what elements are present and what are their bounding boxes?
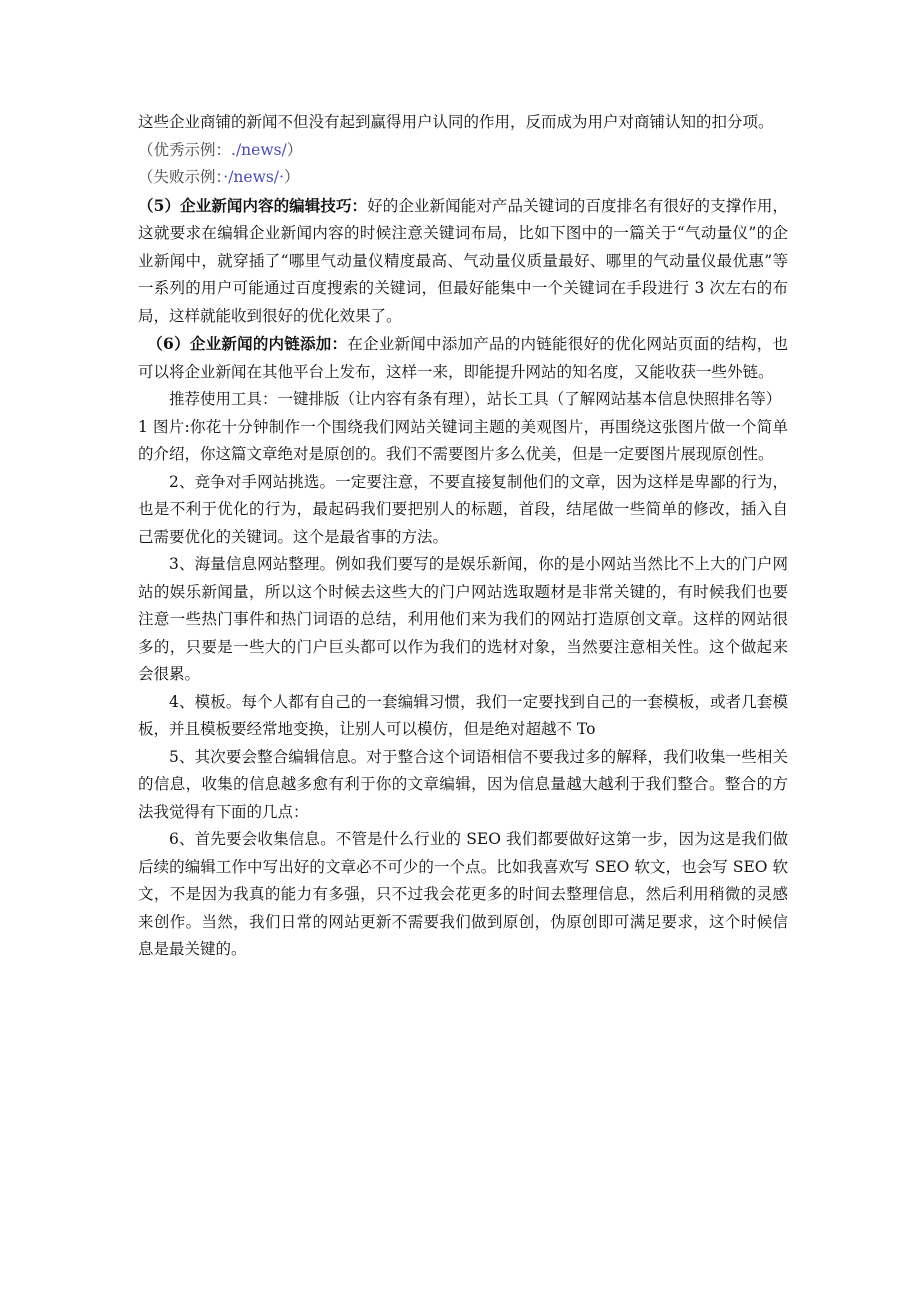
list-item-3: 3、海量信息网站整理。例如我们要写的是娱乐新闻，你的是小网站当然比不上大的门户网站的娱乐新闻量，所以这个时候去这些大的门户网站选取题材是非常关键的，有时候我们也要注意一些热门事件和热门词语的总结，利用他们来为我们的网站打造原创文章。这样的网站很多的，只要是一些大的门户巨头都可以作为我们的选材对象，当然要注意相关性。这个做起来会很累。: [138, 555, 788, 683]
section-5-paragraph: [138, 192, 788, 331]
list-item-2: 2、竞争对手网站挑选。一定要注意，不要直接复制他们的文章，因为这样是卑鄙的行为，也是不利于优化的行为，最起码我们要把别人的标题，首段，结尾做一些简单的修改，插入自己需要优化的关键词。这个是最省事的方法。: [138, 472, 788, 546]
list-item-4: 4、模板。每个人都有自己的一套编辑习惯，我们一定要找到自己的一套模板，或者几套模板，并且模板要经常地变换，让别人可以模仿，但是绝对超越不 To: [138, 692, 788, 738]
list-item-6: 6、首先要会收集信息。不管是什么行业的 SEO 我们都要做好这第一步，因为这是我们做后续的编辑工作中写出好的文章必不可少的一个点。比如我喜欢写 SEO 软文，也会写 SEO 软文，不是因为我真的能力有多强，只不过我会花更多的时间去整理信息，然后利用稍微的灵感来创作。当然，我们日常的网站更新不需要我们做到原创，伪原创即可满足要求，这个时候信息是最关键的。: [138, 830, 788, 958]
bad-example-prefix: （失败示例：: [138, 168, 224, 186]
section-5-heading: （5）企业新闻内容的编辑技巧：: [138, 195, 368, 215]
bad-example-link[interactable]: ·/news/·: [223, 168, 284, 186]
good-example-link[interactable]: ./news/: [231, 140, 287, 159]
bad-example-line: [138, 164, 788, 192]
bad-example-suffix: ）: [283, 168, 300, 186]
tools-recommendation: 推荐使用工具：一键排版（让内容有条有理），站长工具（了解网站基本信息快照排名等）: [169, 390, 782, 408]
section-6-heading: （6）企业新闻的内链添加：: [147, 334, 348, 353]
section-6-paragraph: [138, 330, 788, 386]
document-body: [138, 109, 788, 964]
section-5-text: 好的企业新闻能对产品关键词的百度排名有很好的支撑作用，这就要求在编辑企业新闻内容的时候注意关键词布局，比如下图中的一篇关于“气动量仪”的企业新闻中，就穿插了“哪里气动量仪精度最高、气动量仪质量最好、哪里的气动量仪最优惠”等一系列的用户可能通过百度搜索的关键词，但最好能集中一个关键词在手段进行 3 次左右的布局，这样就能收到很好的优化效果了。: [138, 196, 788, 325]
section-6-text: 在企业新闻中添加产品的内链能很好的优化网站页面的结构，也可以将企业新闻在其他平台上发布，这样一来，即能提升网站的知名度，又能收获一些外链。: [138, 335, 788, 381]
list-item-5: 5、其次要会整合编辑信息。对于整合这个词语相信不要我过多的解释，我们收集一些相关的信息，收集的信息越多愈有利于你的文章编辑，因为信息量越大越利于我们整合。整合的方法我觉得有下面的几点：: [138, 747, 788, 821]
paragraph-intro: 这些企业商铺的新闻不但没有起到赢得用户认同的作用，反而成为用户对商铺认知的扣分项。: [138, 113, 774, 131]
good-example-suffix: ）: [286, 140, 303, 159]
good-example-prefix: （优秀示例：: [138, 140, 232, 159]
list-item-1: 1 图片:你花十分钟制作一个围绕我们网站关键词主题的美观图片，再围绕这张图片做一个简单的介绍，你这篇文章绝对是原创的。我们不需要图片多么优美，但是一定要图片展现原创性。: [138, 417, 788, 463]
good-example-line: [138, 137, 788, 165]
